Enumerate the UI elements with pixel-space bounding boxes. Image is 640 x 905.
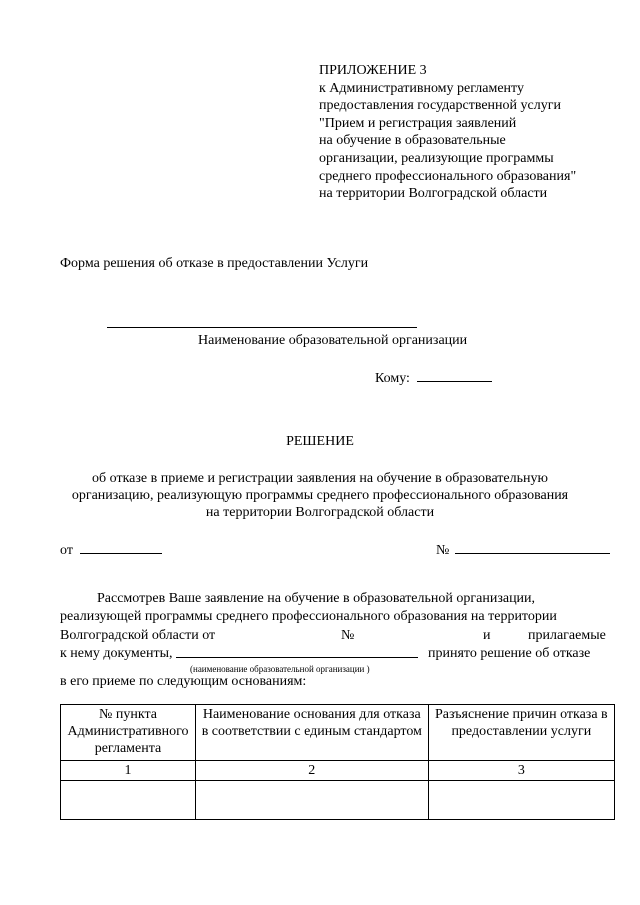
appendix-line: "Прием и регистрация заявлений [319,115,517,131]
table-header-row [61,705,615,761]
decision-title: РЕШЕНИЕ [286,434,354,449]
appendix-line: на обучение в образовательные [319,133,506,149]
form-title: Форма решения об отказе в предоставлении Услуги [60,256,369,271]
body-line-3d: прилагаемые [528,628,606,643]
recipient-label: Кому: [375,371,410,386]
body-line-5: в его приеме по следующим основаниям: [60,674,307,689]
header-cell-paragraph: № пункта Административного регламента [61,705,196,761]
appendix-line: на территории Волгоградской области [319,186,548,202]
number-label: № [436,543,450,558]
appendix-line: предоставления государственной услуги [319,98,561,114]
empty-cell[interactable] [428,781,614,820]
appendix-line: среднего профессионального образования" [319,168,577,184]
empty-cell[interactable] [195,781,428,820]
appendix-line: к Административному регламенту [319,80,524,96]
number-field [436,540,610,559]
recipient-input-line[interactable] [417,368,492,382]
org-hint: (наименование образовательной организации ) [190,664,370,674]
number-input-line[interactable] [455,540,610,554]
header-cell-reason: Наименование основания для отказа в соответствии с единым стандартом [195,705,428,761]
recipient-field [375,368,492,387]
appendix-line: организации, реализующие программы [319,150,554,166]
subtitle-line: об отказе в приеме и регистрации заявления на обучение в образовательную [92,471,548,486]
number-cell: 2 [195,761,428,781]
body-line-1: Рассмотрев Ваше заявление на обучение в образовательной организации, [97,591,536,606]
appendix-line: ПРИЛОЖЕНИЕ 3 [319,63,427,78]
body-line-4a: к нему документы, [60,646,173,661]
date-input-line[interactable] [80,540,162,554]
body-line-3b: № [341,628,355,643]
empty-cell[interactable] [61,781,196,820]
header-cell-explanation: Разъяснение причин отказа в предоставлении услуги [428,705,614,761]
number-cell: 3 [428,761,614,781]
org-name-line[interactable] [107,327,417,328]
date-field [60,540,162,559]
subtitle-line: на территории Волгоградской области [205,505,435,520]
body-line-2: реализующей программы среднего профессионального образования на территории [60,609,557,624]
table-number-row [61,761,615,781]
table-row [61,781,615,820]
appendix-block [319,62,619,203]
date-label: от [60,543,73,558]
org-name-caption: Наименование образовательной организации [198,333,468,348]
number-cell: 1 [61,761,196,781]
decision-subtitle [0,470,640,521]
reasons-table [60,704,615,820]
body-line-4b: принято решение об отказе [428,646,591,661]
body-line-3a: Волгоградской области от [60,628,216,643]
org-input-line[interactable] [176,644,418,658]
body-line-3c: и [483,628,491,643]
subtitle-line: организацию, реализующую программы среднего профессионального образования [71,488,569,503]
